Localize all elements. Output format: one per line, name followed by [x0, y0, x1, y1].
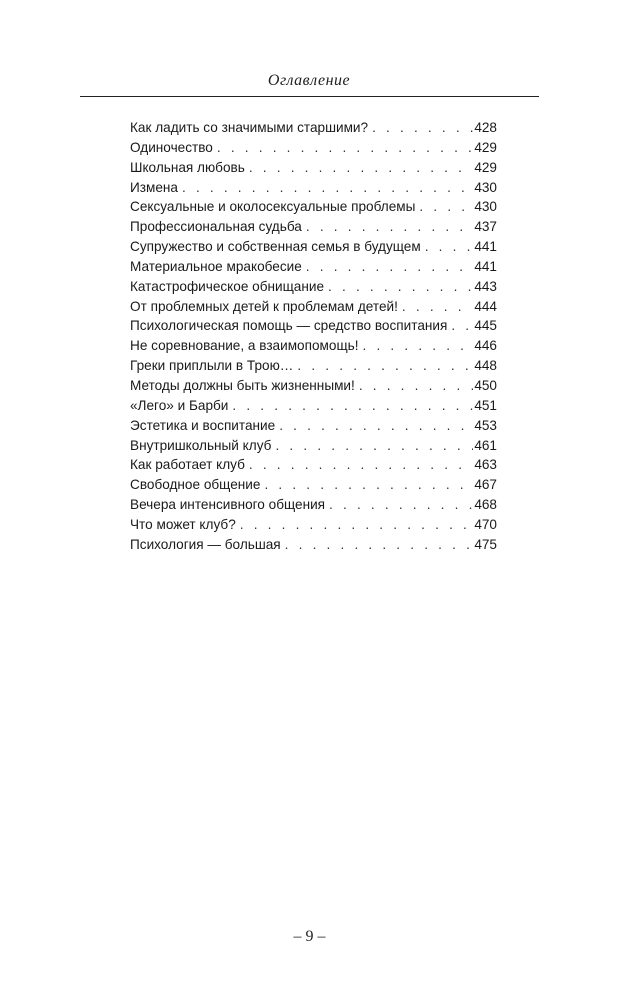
toc-entry-title: Эстетика и воспитание — [130, 417, 276, 433]
toc-entry-title: Сексуальные и околосексуальные проблемы — [130, 199, 416, 215]
header-divider — [80, 96, 539, 97]
toc-entry-page: 430 — [474, 179, 497, 195]
toc-dot-leader — [297, 356, 473, 376]
toc-dot-leader — [217, 138, 473, 158]
toc-dot-leader — [372, 118, 473, 138]
toc-entry-page: 463 — [474, 457, 497, 473]
toc-entry-title: Методы должны быть жизненными! — [130, 377, 355, 393]
toc-entry-page: 470 — [474, 516, 497, 532]
toc-entry-title: Внутришкольный клуб — [130, 437, 272, 453]
toc-entry-page: 441 — [474, 258, 497, 274]
toc-entry-title: Измена — [130, 179, 178, 195]
toc-entry — [130, 495, 497, 515]
toc-entry-title: Не соревнование, а взаимопомощь! — [130, 338, 359, 354]
toc-entry — [130, 455, 497, 475]
toc-entry-title: Как работает клуб — [130, 457, 245, 473]
toc-entry-page: 445 — [474, 318, 497, 334]
toc-dot-leader — [359, 376, 474, 396]
toc-entry-page: 468 — [474, 497, 497, 513]
toc-entry-title: Одиночество — [130, 139, 213, 155]
toc-entry — [130, 356, 497, 376]
toc-entry — [130, 535, 497, 555]
toc-entry-page: 448 — [474, 358, 497, 374]
running-header-title: Оглавление — [267, 72, 351, 89]
toc-entry — [130, 178, 497, 198]
toc-entry — [130, 277, 497, 297]
page-number: – 9 – — [293, 928, 326, 945]
toc-entry-title: Греки приплыли в Трою… — [130, 358, 294, 374]
toc-dot-leader — [451, 316, 473, 336]
toc-entry-title: Как ладить со значимыми старшими? — [130, 120, 369, 135]
toc-entry-page: 429 — [474, 159, 497, 175]
toc-entry — [130, 396, 497, 416]
toc-dot-leader — [279, 416, 473, 436]
toc-entry-title: Психология — большая — [130, 536, 281, 552]
toc-dot-leader — [402, 297, 473, 317]
toc-entry-page: 446 — [474, 338, 497, 354]
toc-dot-leader — [329, 495, 473, 515]
toc-entry-title: Вечера интенсивного общения — [130, 497, 326, 513]
toc-entry-page: 443 — [474, 278, 497, 294]
toc-entry — [130, 336, 497, 356]
toc-entry-page: 467 — [474, 477, 497, 493]
toc-entry — [130, 257, 497, 277]
toc-dot-leader — [306, 217, 473, 237]
toc-dot-leader — [275, 436, 473, 456]
toc-entry-page: 428 — [474, 120, 497, 135]
toc-entry-title: «Лего» и Барби — [130, 397, 229, 413]
toc-entry-page: 451 — [474, 397, 497, 413]
toc-entry-title: Профессиональная судьба — [130, 219, 302, 235]
toc-dot-leader — [328, 277, 473, 297]
toc-entry-page: 430 — [474, 199, 497, 215]
toc-entry — [130, 515, 497, 535]
toc-entry — [130, 118, 497, 138]
toc-entry-page: 444 — [474, 298, 497, 314]
toc-dot-leader — [232, 396, 473, 416]
table-of-contents — [130, 118, 497, 555]
toc-entry — [130, 376, 497, 396]
toc-entry-page: 475 — [474, 536, 497, 552]
toc-dot-leader — [363, 336, 474, 356]
toc-entry-page: 437 — [474, 219, 497, 235]
toc-entry-page: 453 — [474, 417, 497, 433]
toc-dot-leader — [419, 197, 473, 217]
toc-entry — [130, 158, 497, 178]
toc-dot-leader — [425, 237, 474, 257]
toc-entry — [130, 217, 497, 237]
toc-entry — [130, 197, 497, 217]
toc-entry-page: 429 — [474, 139, 497, 155]
toc-entry-page: 441 — [474, 239, 497, 255]
toc-dot-leader — [182, 178, 473, 198]
toc-entry — [130, 138, 497, 158]
toc-entry-title: Материальное мракобесие — [130, 258, 302, 274]
toc-entry — [130, 297, 497, 317]
toc-entry-title: Психологическая помощь — средство воспитания — [130, 318, 448, 334]
toc-entry — [130, 475, 497, 495]
toc-entry-title: Катастрофическое обнищание — [130, 278, 325, 294]
toc-entry-title: Что может клуб? — [130, 516, 236, 532]
toc-dot-leader — [249, 158, 473, 178]
toc-entry-title: Школьная любовь — [130, 159, 245, 175]
toc-dot-leader — [264, 475, 473, 495]
toc-dot-leader — [306, 257, 474, 277]
toc-entry — [130, 237, 497, 257]
toc-dot-leader — [240, 515, 474, 535]
toc-entry — [130, 416, 497, 436]
toc-entry-page: 450 — [474, 377, 497, 393]
toc-entry — [130, 436, 497, 456]
toc-dot-leader — [249, 455, 473, 475]
toc-entry — [130, 316, 497, 336]
toc-entry-title: Свободное общение — [130, 477, 261, 493]
toc-entry-page: 461 — [474, 437, 497, 453]
toc-dot-leader — [285, 535, 474, 555]
toc-entry-title: От проблемных детей к проблемам детей! — [130, 298, 398, 314]
toc-entry-title: Супружество и собственная семья в будущем — [130, 239, 421, 255]
